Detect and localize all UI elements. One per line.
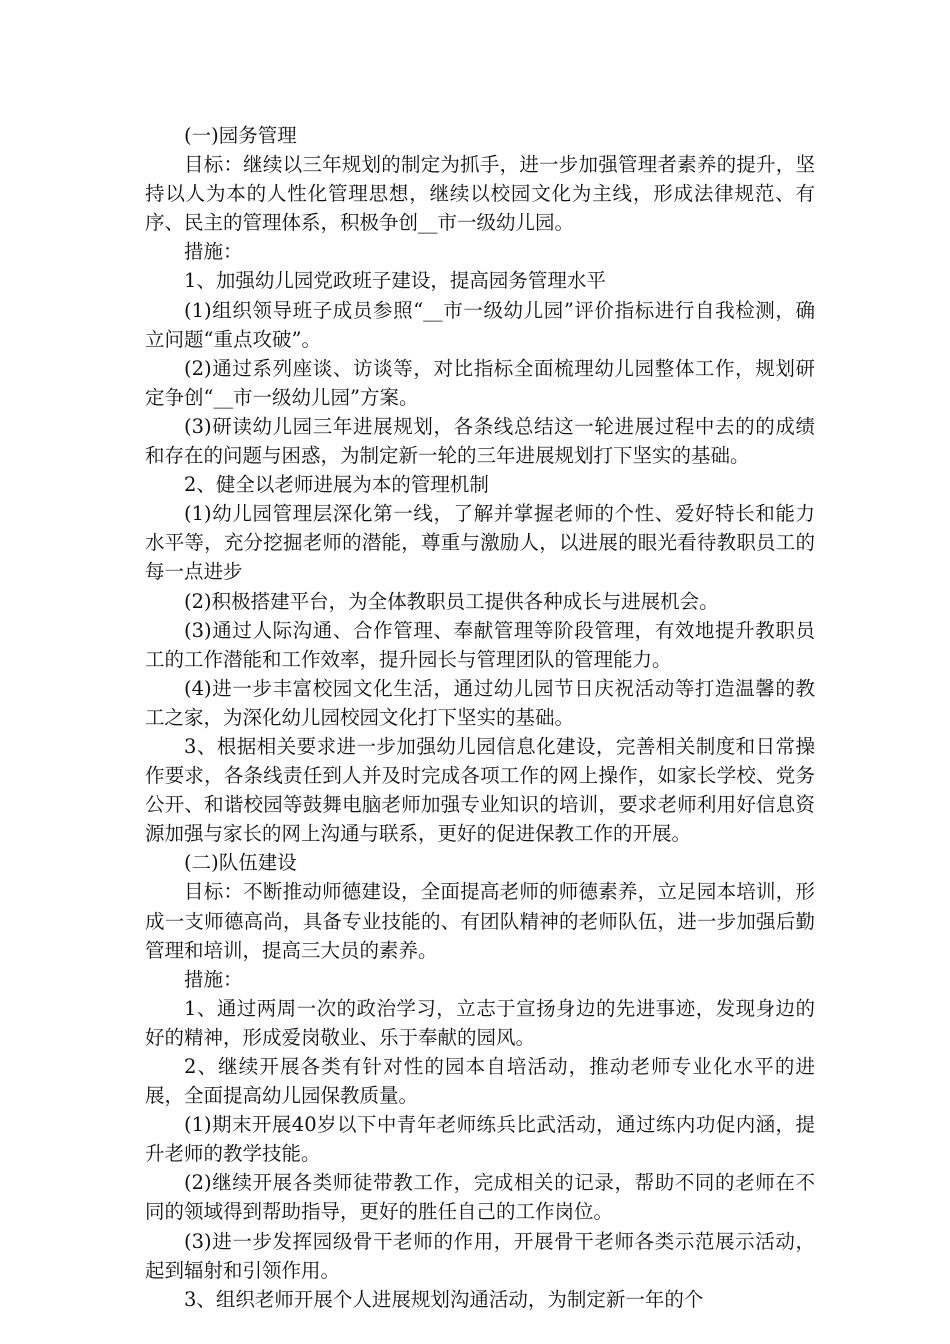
goal-paragraph-1: 目标：继续以三年规划的制定为抓手，进一步加强管理者素养的提升，坚持以人为本的人性化管理思想，继续以校园文化为主线，形成法律规范、有序、民主的管理体系，积极争创__市一级幼儿园。 <box>145 153 815 235</box>
section-heading-2: (二)队伍建设 <box>184 851 297 875</box>
paragraph-21: 3、组织老师开展个人进展规划沟通活动，为制定新一年的个 <box>184 1287 704 1311</box>
paragraph-3: 1、加强幼儿园党政班子建设，提高园务管理水平 <box>184 269 606 293</box>
paragraph-9: (2)积极搭建平台，为全体教职员工提供各种成长与进展机会。 <box>184 589 719 613</box>
paragraph-4: (1)组织领导班子成员参照“__市一级幼儿园”评价指标进行自我检测，确立问题“重点攻破”。 <box>145 298 815 351</box>
section-heading-1: (一)园务管理 <box>184 124 297 147</box>
paragraph-7: 2、健全以老师进展为本的管理机制 <box>184 473 489 497</box>
measures-label-1: 措施： <box>184 240 243 264</box>
paragraph-12: 3、根据相关要求进一步加强幼儿园信息化建设，完善相关制度和日常操作要求，各条线责任到人并及时完成各项工作的网上操作，如家长学校、党务公开、和谐校园等鼓舞电脑老师加强专业知识的培训，要求老师利用好信息资源加强与家长的网上沟通与联系，更好的促进保教工作的开展。 <box>145 734 815 846</box>
paragraph-17: 2、继续开展各类有针对性的园本自培活动，推动老师专业化水平的进展，全面提高幼儿园保教质量。 <box>145 1055 815 1108</box>
paragraph-10: (3)通过人际沟通、合作管理、奉献管理等阶段管理，有效地提升教职员工的工作潜能和工作效率，提升园长与管理团队的管理能力。 <box>145 618 815 671</box>
paragraph-20: (3)进一步发挥园级骨干老师的作用，开展骨干老师各类示范展示活动，起到辐射和引领作用。 <box>145 1229 815 1282</box>
paragraph-5: (2)通过系列座谈、访谈等，对比指标全面梳理幼儿园整体工作，规划研定争创“__市一级幼儿园”方案。 <box>145 356 815 409</box>
paragraph-16: 1、通过两周一次的政治学习，立志于宣扬身边的先进事迹，发现身边的好的精神，形成爱岗敬业、乐于奉献的园风。 <box>145 996 815 1049</box>
paragraph-11: (4)进一步丰富校园文化生活，通过幼儿园节日庆祝活动等打造温馨的教工之家，为深化幼儿园校园文化打下坚实的基础。 <box>145 676 815 729</box>
measures-label-2: 措施： <box>184 967 243 991</box>
paragraph-8: (1)幼儿园管理层深化第一线，了解并掌握老师的个性、爱好特长和能力水平等，充分挖掘老师的潜能，尊重与激励人，以进展的眼光看待教职员工的每一点进步 <box>145 502 815 584</box>
paragraph-18: (1)期末开展40岁以下中青年老师练兵比武活动，通过练内功促内涵，提升老师的教学技能。 <box>145 1113 815 1166</box>
document-body <box>145 121 815 1314</box>
paragraph-19: (2)继续开展各类师徒带教工作，完成相关的记录，帮助不同的老师在不同的领域得到帮助指导，更好的胜任自己的工作岗位。 <box>145 1171 815 1224</box>
paragraph-6: (3)研读幼儿园三年进展规划，各条线总结这一轮进展过程中去的的成绩和存在的问题与困惑，为制定新一轮的三年进展规划打下坚实的基础。 <box>145 414 815 468</box>
goal-paragraph-2: 目标：不断推动师德建设，全面提高老师的师德素养，立足园本培训，形成一支师德高尚，具备专业技能的、有团队精神的老师队伍，进一步加强后勤管理和培训，提高三大员的素养。 <box>145 880 815 962</box>
